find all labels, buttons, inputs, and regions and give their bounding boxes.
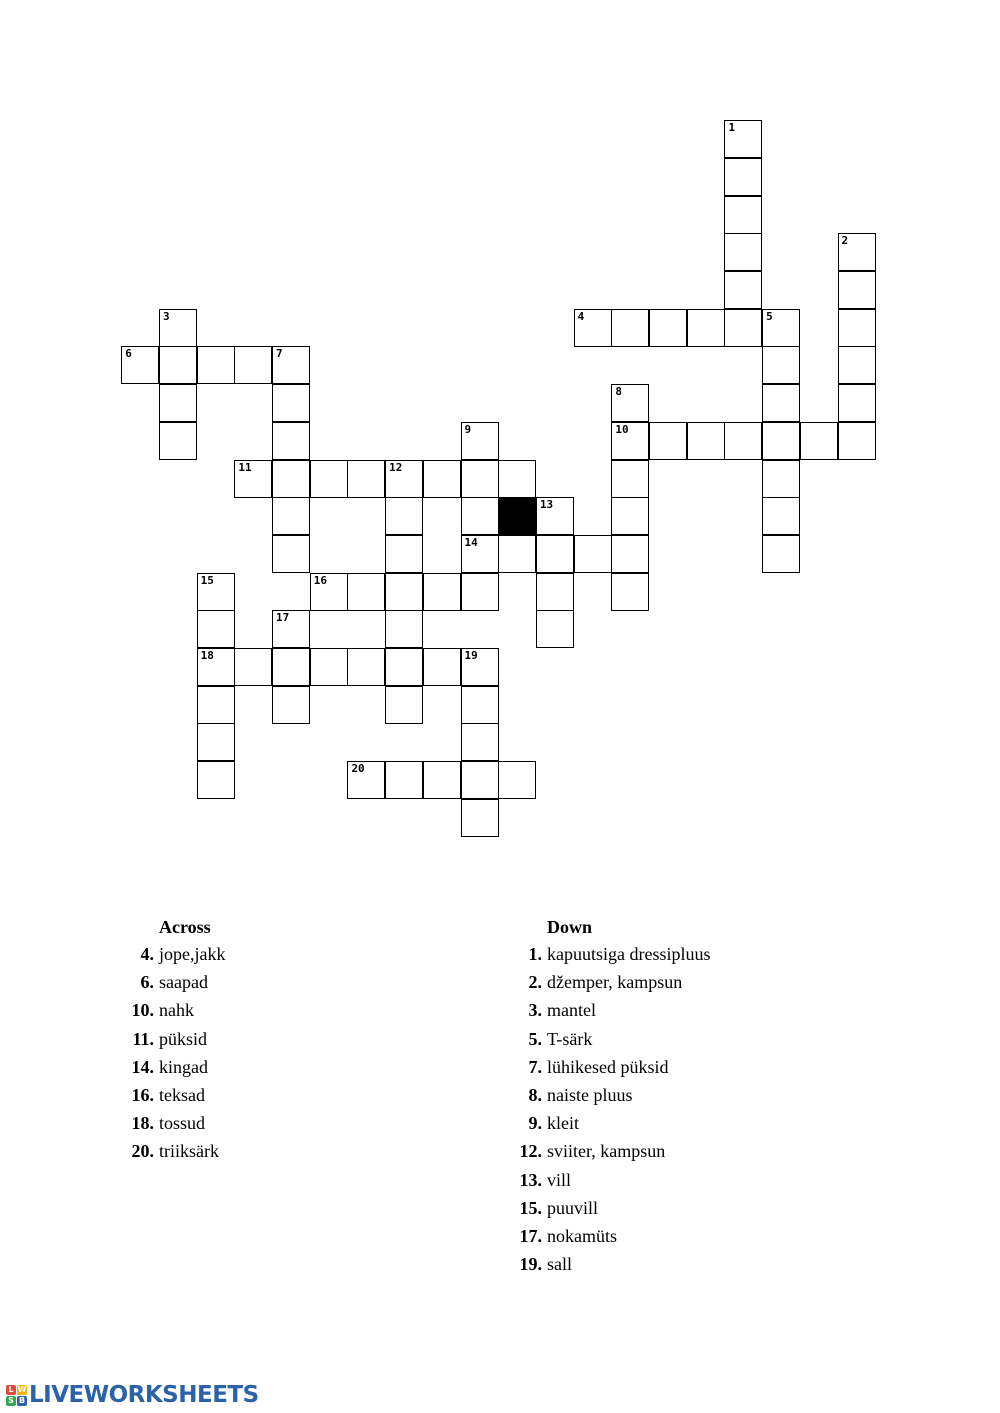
down-clue [498,1053,898,1081]
down-clue [498,1222,898,1250]
clue-num: 9. [528,1113,542,1134]
logo-icon [6,1385,27,1406]
crossword-cell[interactable] [159,309,197,347]
crossword-cell[interactable] [724,422,762,460]
crossword-cell[interactable] [724,233,762,271]
clue-num: 18. [131,1113,154,1134]
clue-text: naiste pluus [547,1085,633,1106]
logo-icon-tile: S [6,1396,16,1406]
across-clue [110,1137,410,1165]
clue-text: teksad [159,1085,205,1106]
crossword-cell[interactable] [611,460,649,498]
clue-number: 2 [841,234,849,248]
crossword-cell[interactable] [611,573,649,611]
crossword-cell[interactable] [724,120,762,158]
crossword-cell[interactable] [838,346,876,384]
crossword-cell[interactable] [461,761,499,799]
clue-num: 2. [528,972,542,993]
crossword-cell[interactable] [121,346,159,384]
down-clue [498,1194,898,1222]
across-clue [110,1109,410,1137]
clue-num: 13. [519,1169,542,1190]
clue-num: 15. [519,1197,542,1218]
down-clue [498,968,898,996]
across-clue [110,968,410,996]
clue-num: 6. [140,972,154,993]
crossword-cell[interactable] [197,686,235,724]
logo-icon-tile: B [18,1395,26,1405]
crossword-cell[interactable] [838,384,876,422]
crossword-cell[interactable] [611,422,649,460]
crossword-cell[interactable] [272,460,310,498]
crossword-cell[interactable] [272,648,310,686]
clue-text: vill [547,1169,572,1190]
clue-number: 4 [577,309,585,323]
crossword-cell[interactable] [762,422,800,460]
across-clue [110,940,410,968]
down-clue [498,1081,898,1109]
crossword-cell[interactable] [574,535,612,573]
clue-text: jope,jakk [159,944,226,964]
clue-num: 19. [519,1254,542,1275]
crossword-cell[interactable] [724,309,762,347]
clue-text: kleit [547,1113,579,1134]
clue-text: kingad [159,1056,208,1077]
clue-num: 14. [131,1056,154,1077]
across-clue [110,1081,410,1109]
clue-number: 15 [200,573,214,587]
clue-number: 19 [464,649,478,663]
crossword-cell[interactable] [347,648,385,686]
crossword-cell[interactable] [724,158,762,196]
crossword-cell[interactable] [536,535,574,573]
down-clues [498,914,898,1278]
crossword-cell[interactable] [611,497,649,535]
clue-text: džemper, kampsun [547,972,683,993]
clue-number: 1 [728,121,736,135]
crossword-cell[interactable] [347,761,385,799]
clue-num: 3. [528,1000,542,1021]
crossword-cell[interactable] [197,761,235,799]
clue-text: triiksärk [159,1141,219,1162]
crossword-cell[interactable] [234,648,272,686]
crossword-cell[interactable] [272,497,310,535]
crossword-cell[interactable] [762,460,800,498]
clue-text: kapuutsiga dressipluus [547,944,711,964]
across-clue [110,1025,410,1053]
crossword-cell[interactable] [611,535,649,573]
crossword-cell[interactable] [762,384,800,422]
crossword-cell[interactable] [385,497,423,535]
crossword-cell[interactable] [385,610,423,648]
crossword-cell[interactable] [649,309,687,347]
clue-text: tossud [159,1113,206,1134]
clue-text: saapad [159,972,208,993]
crossword-cell[interactable] [234,460,272,498]
crossword-cell[interactable] [385,460,423,498]
crossword-cell[interactable] [272,535,310,573]
crossword-cell[interactable] [461,422,499,460]
clue-num: 7. [528,1056,542,1077]
crossword-cell[interactable] [536,497,574,535]
down-clue [498,1025,898,1053]
crossword-cell[interactable] [461,497,499,535]
clue-num: 16. [131,1085,154,1106]
crossword-cell[interactable] [310,648,348,686]
clue-text: püksid [159,1028,208,1049]
crossword-cell[interactable] [197,723,235,761]
crossword-cell[interactable] [272,384,310,422]
crossword-cell[interactable] [687,309,725,347]
liveworksheets-logo [6,1381,259,1409]
clue-text: sall [547,1254,572,1275]
down-clue [498,1137,898,1165]
crossword-cell[interactable] [461,799,499,837]
crossword-cell[interactable] [611,384,649,422]
clue-text: sviiter, kampsun [547,1141,666,1162]
clue-number: 10 [615,422,629,436]
clue-number: 13 [539,498,554,512]
down-clue [498,996,898,1024]
down-clue-list [498,940,898,1278]
crossword-cell[interactable] [310,573,348,611]
crossword-cell[interactable] [461,723,499,761]
crossword-cell[interactable] [724,196,762,234]
clue-num: 1. [528,944,542,964]
logo-icon-tile: L [6,1385,16,1395]
clue-text: mantel [547,1000,596,1021]
crossword-cell[interactable] [611,309,649,347]
clue-num: 12. [519,1141,542,1162]
crossword-cell[interactable] [687,422,725,460]
crossword-cell[interactable] [724,271,762,309]
crossword-cell[interactable] [461,648,499,686]
crossword-cell[interactable] [159,346,197,384]
down-clue [498,1250,898,1278]
logo-icon-tile: W [17,1384,27,1394]
crossword-cell[interactable] [461,573,499,611]
crossword-cell[interactable] [762,309,800,347]
clue-number: 9 [464,422,472,436]
crossword-cell[interactable] [159,422,197,460]
crossword-cell[interactable] [762,535,800,573]
clue-number: 8 [615,385,622,399]
crossword-cell[interactable] [423,648,461,686]
down-heading: Down [547,917,593,937]
across-clues [110,914,410,1166]
down-clue [498,940,898,968]
crossword-cell[interactable] [347,460,385,498]
crossword-cell[interactable] [272,422,310,460]
clue-text: puuvill [547,1197,599,1218]
clue-num: 4. [140,944,154,964]
crossword-cell[interactable] [498,761,536,799]
crossword-cell[interactable] [762,346,800,384]
crossword-cell[interactable] [197,648,235,686]
clue-number: 7 [276,347,283,361]
clue-number: 14 [464,535,478,549]
across-clue [110,996,410,1024]
crossword-cell[interactable] [800,422,838,460]
clue-num: 10. [131,1000,154,1021]
clue-number: 11 [238,460,252,474]
clue-text: nahk [159,1000,194,1021]
black-square [498,497,536,535]
crossword-cell[interactable] [574,309,612,347]
crossword-cell[interactable] [197,346,235,384]
crossword-cell[interactable] [838,309,876,347]
crossword-cell[interactable] [838,422,876,460]
clue-num: 17. [519,1226,542,1247]
crossword-cell[interactable] [347,573,385,611]
crossword-cell[interactable] [385,648,423,686]
clue-text: nokamüts [547,1226,617,1247]
crossword-cell[interactable] [272,686,310,724]
down-clue [498,1109,898,1137]
clue-number: 17 [276,611,290,625]
crossword-cell[interactable] [385,573,423,611]
crossword-cell[interactable] [159,384,197,422]
clue-number: 12 [389,460,403,474]
crossword-cell[interactable] [461,686,499,724]
down-clue [498,1166,898,1194]
clue-num: 11. [132,1028,154,1049]
across-clue [110,1053,410,1081]
crossword-cell[interactable] [197,610,235,648]
crossword-cell[interactable] [385,761,423,799]
crossword-cell[interactable] [649,422,687,460]
across-heading: Across [159,917,211,937]
clue-number: 5 [766,309,773,323]
crossword-cell[interactable] [423,573,461,611]
across-clue-list [110,940,410,1166]
crossword-cell[interactable] [234,346,272,384]
clue-text: T-särk [547,1028,593,1049]
clue-number: 16 [313,573,327,587]
crossword-cell[interactable] [197,573,235,611]
clue-text: lühikesed püksid [547,1056,669,1077]
crossword-cell[interactable] [838,233,876,271]
clue-num: 5. [528,1028,542,1049]
crossword-cell[interactable] [310,460,348,498]
crossword-cell[interactable] [461,460,499,498]
crossword-cell[interactable] [423,761,461,799]
crossword-cell[interactable] [536,610,574,648]
clue-num: 8. [528,1085,542,1106]
logo-text: LIVEWORKSHEETS [29,1382,259,1408]
clue-number: 18 [200,649,214,663]
crossword-cell[interactable] [762,497,800,535]
clue-num: 20. [131,1141,154,1162]
clue-number: 3 [162,309,170,323]
crossword-cell[interactable] [838,271,876,309]
clue-number: 20 [351,762,365,776]
clue-number: 6 [125,347,132,361]
crossword-cell[interactable] [498,460,536,498]
crossword-cell[interactable] [498,535,536,573]
crossword-cell[interactable] [385,535,423,573]
crossword-cell[interactable] [461,535,499,573]
crossword-cell[interactable] [423,460,461,498]
crossword-cell[interactable] [272,346,310,384]
crossword-cell[interactable] [536,573,574,611]
crossword-cell[interactable] [385,686,423,724]
crossword-cell[interactable] [272,610,310,648]
